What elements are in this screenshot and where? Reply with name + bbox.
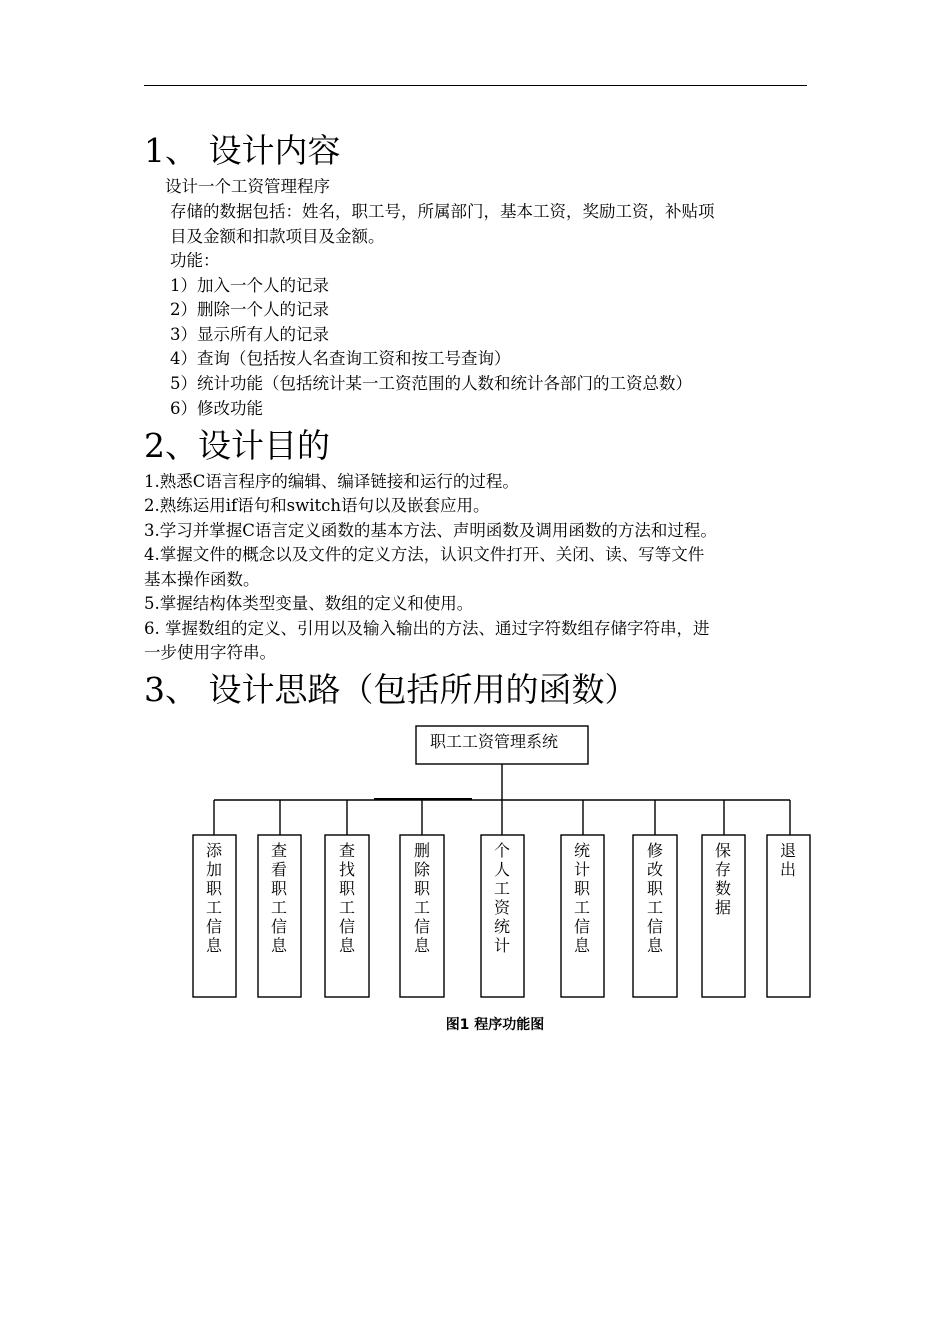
s2-line: 4.掌握文件的概念以及文件的定义方法，认识文件打开、关闭、读、写等文件: [144, 545, 705, 564]
section-heading-purpose: 2、设计目的: [144, 426, 330, 465]
child-label-delete: 删除职工信息: [413, 841, 430, 955]
s2-line: 2.熟练运用if语句和switch语句以及嵌套应用。: [144, 496, 490, 515]
section-heading-content: 1、 设计内容: [144, 131, 341, 170]
child-label-search: 查找职工信息: [338, 841, 355, 955]
s2-line: 1.熟悉C语言程序的编辑、编译链接和运行的过程。: [144, 472, 519, 491]
s1-line: 6）修改功能: [170, 399, 263, 418]
s2-line: 5.掌握结构体类型变量、数组的定义和使用。: [144, 594, 474, 613]
child-label-exit: 退出: [779, 841, 796, 879]
child-label-save: 保存数据: [714, 841, 731, 917]
s1-line: 功能：: [170, 251, 220, 270]
s2-line: 3.学习并掌握C语言定义函数的基本方法、声明函数及调用函数的方法和过程。: [144, 521, 717, 540]
s1-line: 2）删除一个人的记录: [170, 300, 329, 319]
s1-line: 1）加入一个人的记录: [170, 276, 329, 295]
figure-caption: 图1 程序功能图: [445, 1017, 545, 1033]
s2-line: 基本操作函数。: [144, 570, 260, 589]
s1-line: 存储的数据包括：姓名，职工号，所属部门，基本工资，奖励工资，补贴项: [170, 202, 715, 221]
s1-line: 3）显示所有人的记录: [170, 325, 329, 344]
section-heading-approach: 3、 设计思路（包括所用的函数）: [144, 670, 638, 709]
s1-line: 设计一个工资管理程序: [165, 177, 330, 196]
s1-line: 5）统计功能（包括统计某一工资范围的人数和统计各部门的工资总数）: [170, 374, 692, 393]
s1-line: 目及金额和扣款项目及金额。: [170, 227, 385, 246]
s2-line: 6. 掌握数组的定义、引用以及输入输出的方法、通过字符数组存储字符串，进: [144, 619, 710, 638]
s2-line: 一步使用字符串。: [144, 643, 276, 662]
child-label-stats: 统计职工信息: [573, 841, 590, 955]
child-label-modify: 修改职工信息: [646, 841, 663, 955]
child-label-personal-stats: 个人工资统计: [493, 841, 510, 955]
child-label-view: 查看职工信息: [270, 841, 287, 955]
s1-line: 4）查询（包括按人名查询工资和按工号查询）: [170, 349, 511, 368]
child-label-add: 添加职工信息: [205, 841, 222, 955]
root-node-label: 职工工资管理系统: [430, 732, 559, 751]
